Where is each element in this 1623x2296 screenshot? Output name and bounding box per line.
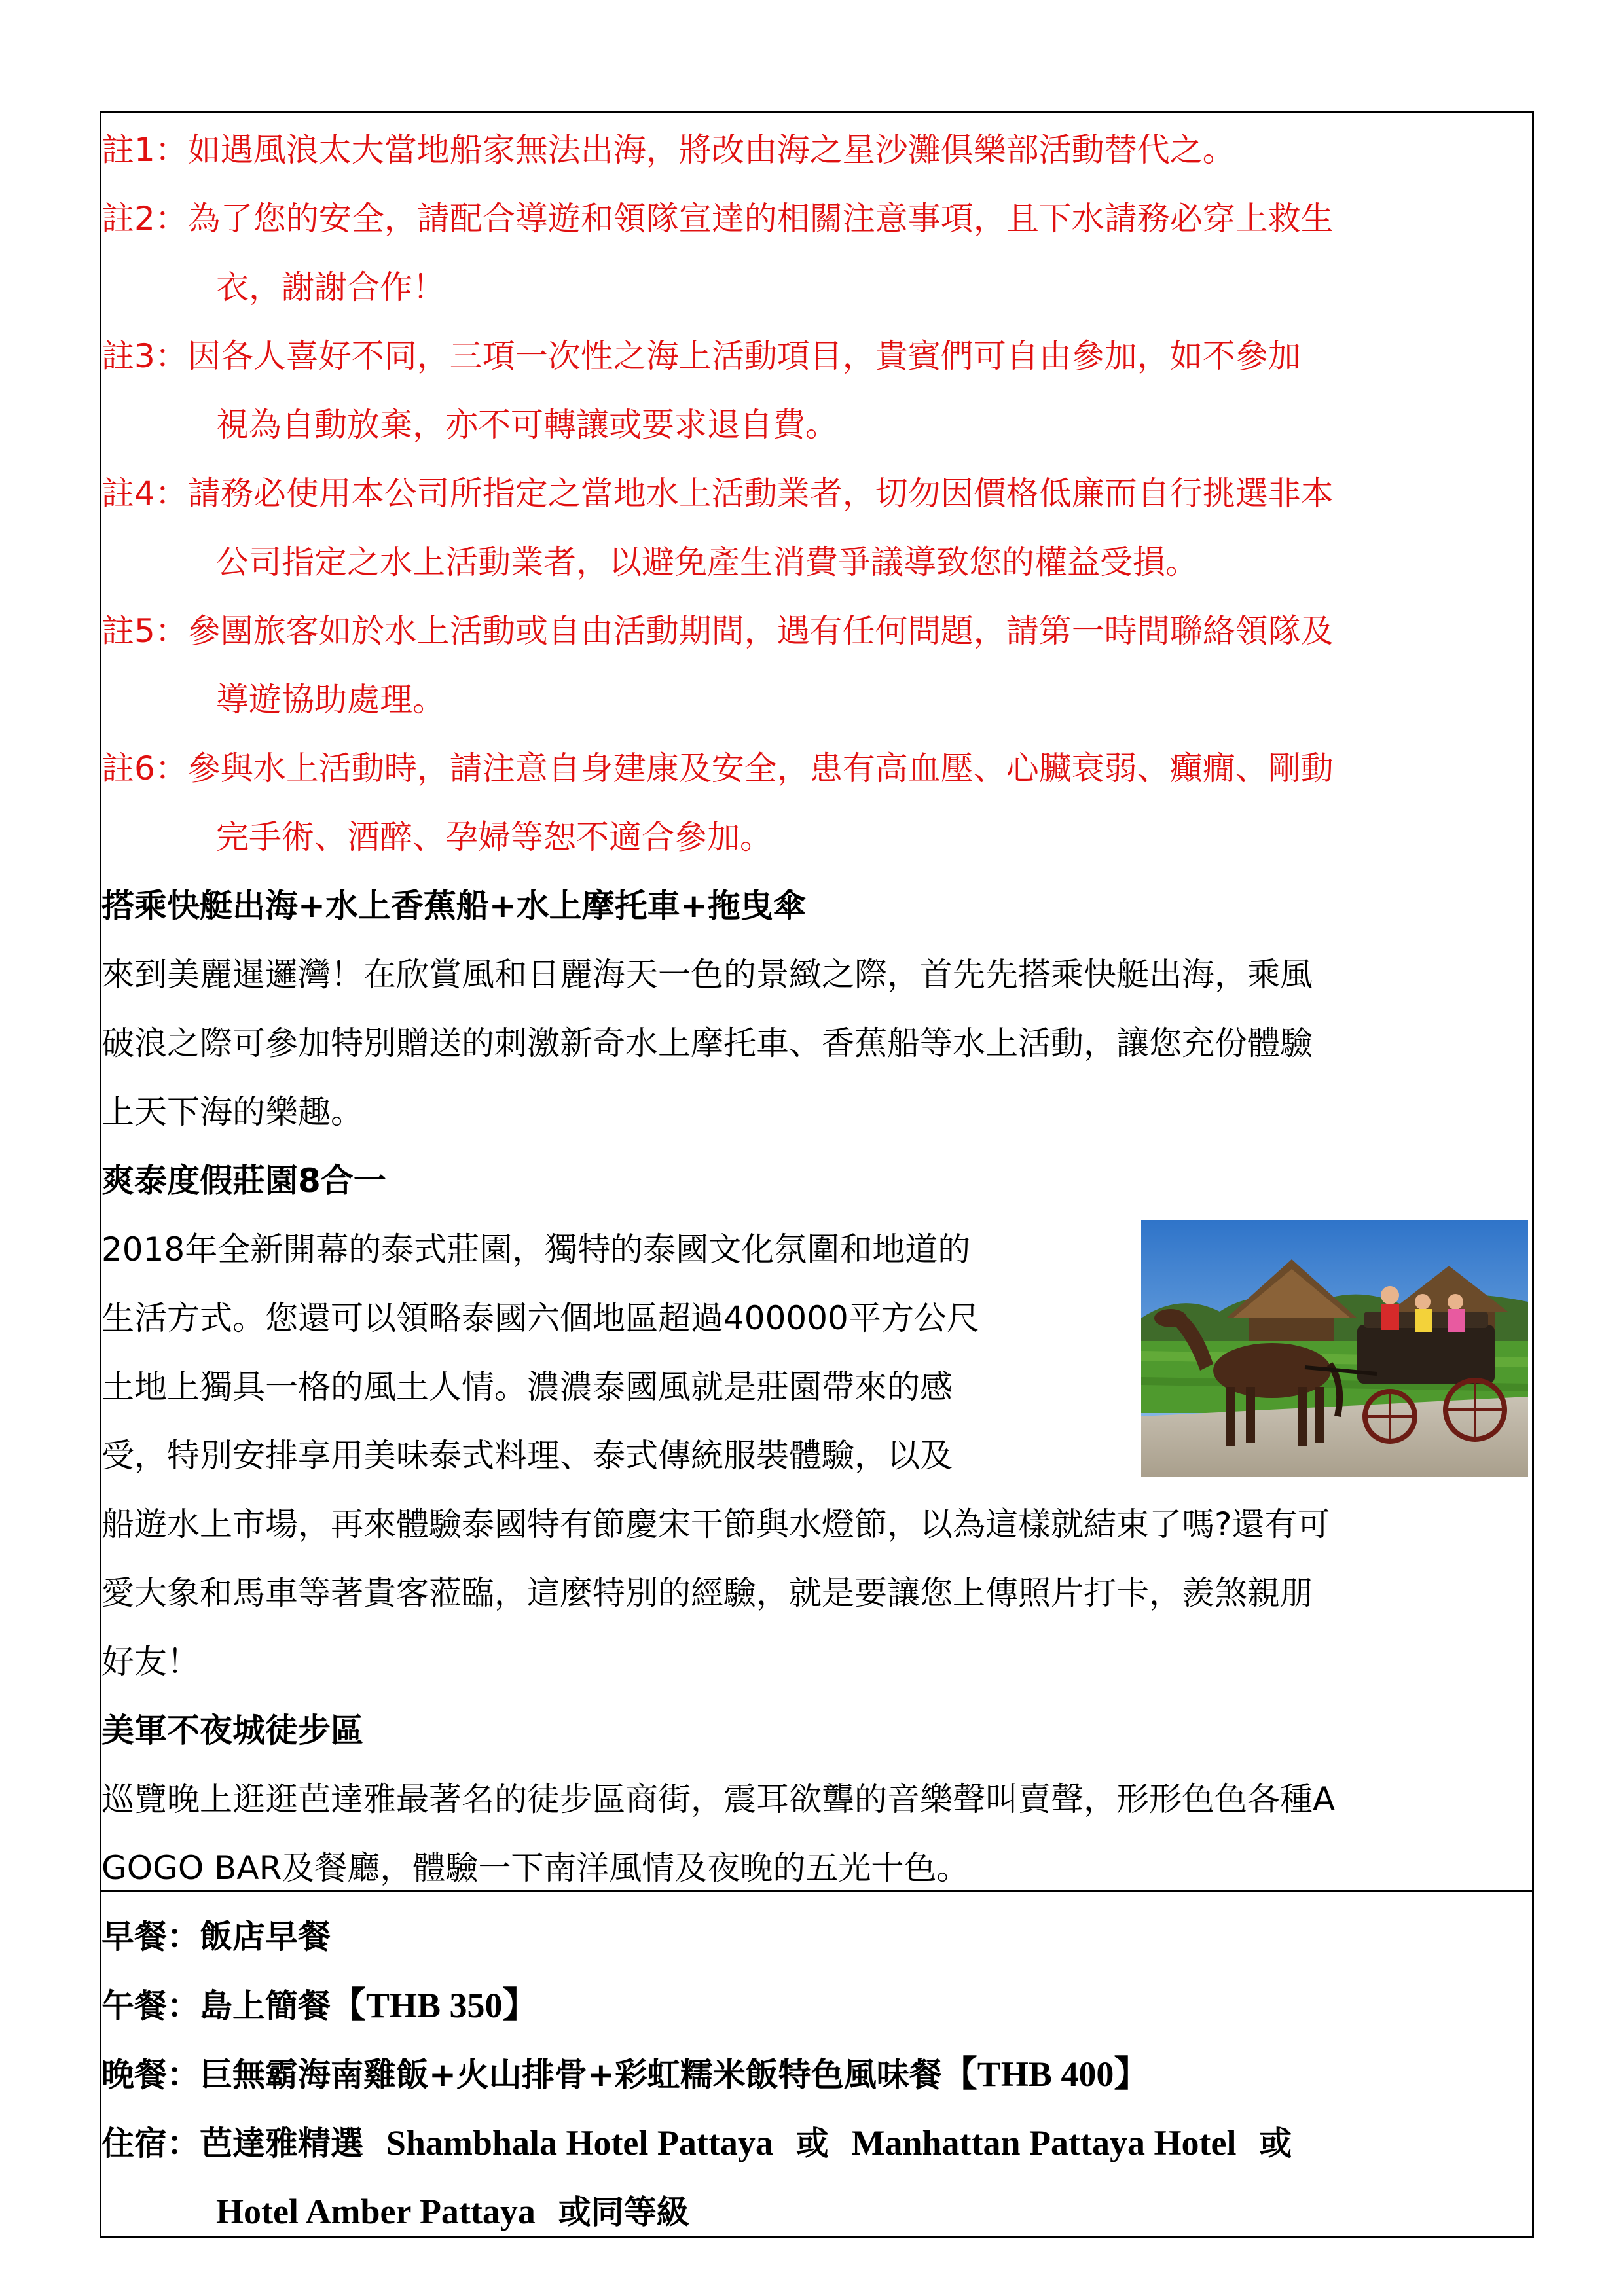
- hotel-or-1: 或: [795, 2125, 829, 2162]
- section-walking-line: 巡覽晚上逛逛芭達雅最著名的徒步區商街，震耳欲聾的音樂聲叫賣聲，形形色色各種A: [101, 1780, 1336, 1818]
- hotel-label: 住宿：: [101, 2125, 200, 2162]
- hotel-suffix: 或同等級: [558, 2193, 689, 2231]
- hotel-or-2: 或: [1259, 2125, 1292, 2162]
- meal-lunch-value: 島上簡餐: [200, 1987, 331, 2025]
- note-2: 註2：為了您的安全，請配合導遊和領隊宣達的相關注意事項，且下水請務必穿上救生: [101, 200, 1334, 238]
- meal-dinner-price: 【THB 400】: [941, 2054, 1150, 2094]
- section-resort-line: 生活方式。您還可以領略泰國六個地區超過400000平方公尺: [101, 1299, 979, 1337]
- section-resort-title: 爽泰度假莊園8合一: [101, 1162, 386, 1200]
- section-resort-line: 愛大象和馬車等著貴客蒞臨，這麼特別的經驗，就是要讓您上傳照片打卡，羨煞親朋: [101, 1574, 1313, 1612]
- meal-dinner-value: 巨無霸海南雞飯+火山排骨+彩虹糯米飯特色風味餐: [200, 2056, 942, 2094]
- meal-breakfast-label: 早餐：: [101, 1918, 200, 1956]
- meal-breakfast-value: 飯店早餐: [200, 1918, 331, 1956]
- note-2-cont: 衣，謝謝合作！: [216, 268, 445, 306]
- note-6: 註6：參與水上活動時，請注意自身建康及安全，患有高血壓、心臟衰弱、癲癇、剛動: [101, 749, 1334, 787]
- section-resort-line: 好友！: [101, 1643, 200, 1681]
- meal-lunch-price: 【THB 350】: [331, 1986, 538, 2025]
- section-boat-title: 搭乘快艇出海+水上香蕉船+水上摩托車+拖曳傘: [101, 887, 806, 925]
- section-walking-title: 美軍不夜城徒步區: [101, 1712, 363, 1749]
- section-boat-line: 上天下海的樂趣。: [101, 1093, 363, 1131]
- section-boat-line: 來到美麗暹邏灣！在欣賞風和日麗海天一色的景緻之際，首先先搭乘快艇出海，乘風: [101, 956, 1313, 994]
- hotel-line-cont: [216, 2192, 689, 2232]
- section-resort-line: 船遊水上市場，再來體驗泰國特有節慶宋干節與水燈節，以為這樣就結束了嗎?還有可: [101, 1505, 1330, 1543]
- note-3-cont: 視為自動放棄，亦不可轉讓或要求退自費。: [216, 406, 838, 444]
- note-5-cont: 導遊協助處理。: [216, 681, 445, 719]
- note-3: 註3：因各人喜好不同，三項一次性之海上活動項目，貴賓們可自由參加，如不參加: [101, 337, 1301, 375]
- section-resort-line: 受，特別安排享用美味泰式料理、泰式傳統服裝體驗，以及: [101, 1437, 953, 1475]
- table-divider: [100, 1890, 1534, 1892]
- hotel-shambhala: Shambhala Hotel Pattaya: [386, 2123, 773, 2162]
- horse-carriage-illustration: [1141, 1220, 1528, 1477]
- hotel-line: [101, 2123, 1292, 2163]
- meal-dinner: [101, 2054, 1149, 2094]
- note-4-cont: 公司指定之水上活動業者，以避免產生消費爭議導致您的權益受損。: [216, 543, 1198, 581]
- horse-carriage-photo: [1141, 1220, 1528, 1477]
- section-boat-line: 破浪之際可參加特別贈送的刺激新奇水上摩托車、香蕉船等水上活動，讓您充份體驗: [101, 1024, 1313, 1062]
- hotel-amber: Hotel Amber Pattaya: [216, 2192, 536, 2231]
- note-4: 註4：請務必使用本公司所指定之當地水上活動業者，切勿因價格低廉而自行挑選非本: [101, 475, 1334, 512]
- meal-lunch: [101, 1986, 538, 2026]
- note-5: 註5：參團旅客如於水上活動或自由活動期間，遇有任何問題，請第一時間聯絡領隊及: [101, 612, 1334, 650]
- meal-lunch-label: 午餐：: [101, 1987, 200, 2025]
- note-1: 註1：如遇風浪太大當地船家無法出海，將改由海之星沙灘俱樂部活動替代之。: [101, 131, 1235, 169]
- hotel-manhattan: Manhattan Pattaya Hotel: [851, 2123, 1237, 2162]
- meal-breakfast: [101, 1917, 331, 1956]
- section-walking-line: GOGO BAR及餐廳，體驗一下南洋風情及夜晚的五光十色。: [101, 1849, 970, 1887]
- meal-dinner-label: 晚餐：: [101, 2056, 200, 2094]
- note-6-cont: 完手術、酒醉、孕婦等恕不適合參加。: [216, 818, 773, 856]
- section-resort-line: 2018年全新開幕的泰式莊園，獨特的泰國文化氛圍和地道的: [101, 1230, 971, 1268]
- hotel-prefix: 芭達雅精選: [200, 2125, 363, 2162]
- section-resort-line: 土地上獨具一格的風土人情。濃濃泰國風就是莊園帶來的感: [101, 1368, 953, 1406]
